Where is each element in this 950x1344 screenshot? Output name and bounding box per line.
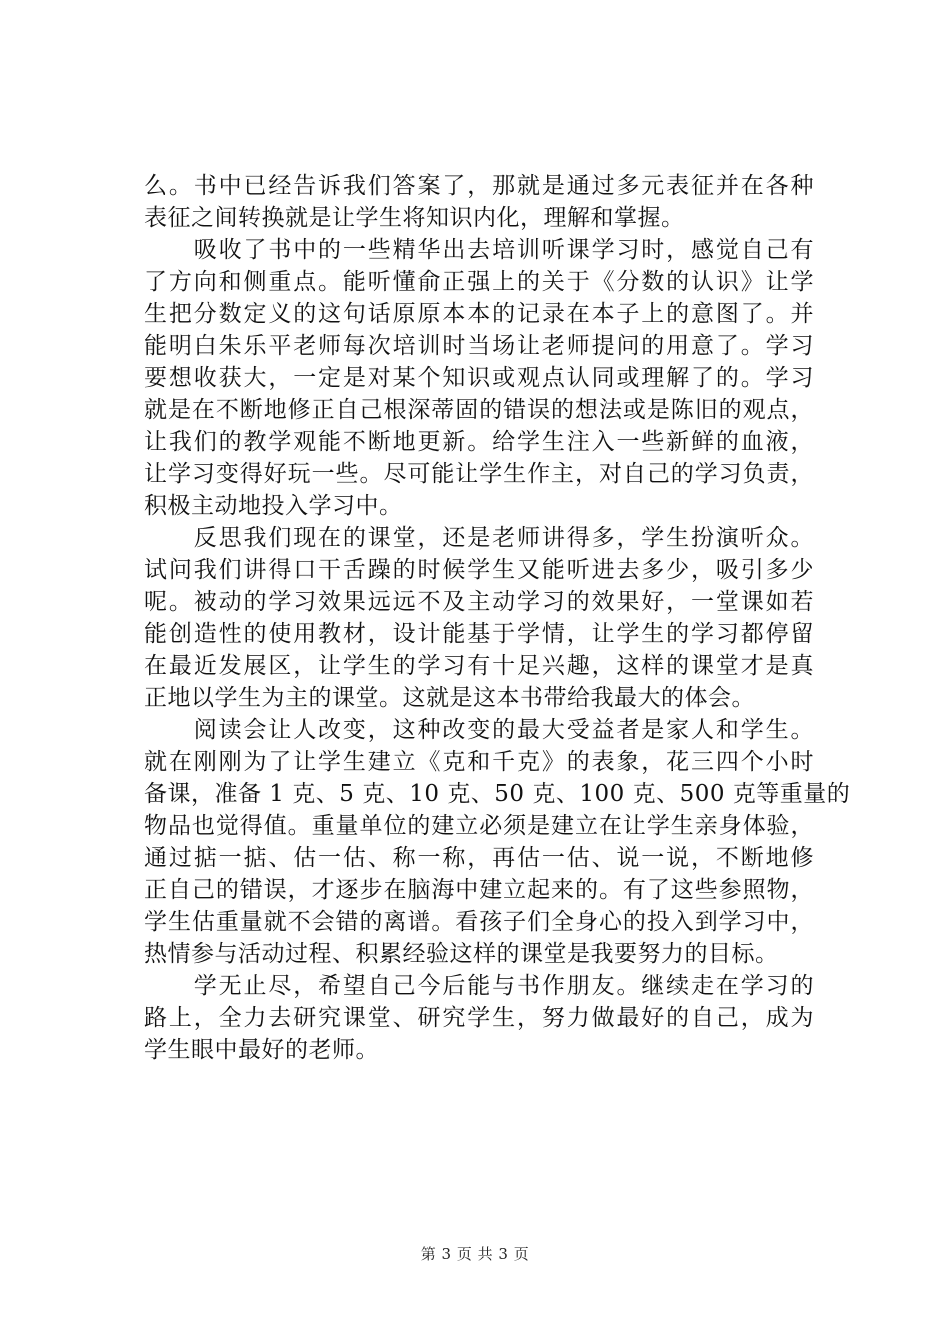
text-line: 学生眼中最好的老师。 bbox=[144, 1037, 379, 1063]
text-line: 吸收了书中的一些精华出去培训听课学习时，感觉自己有 bbox=[144, 237, 814, 263]
text-line: 反思我们现在的课堂，还是老师讲得多，学生扮演听众。 bbox=[144, 525, 814, 551]
text-line: 试问我们讲得口干舌躁的时候学生又能听进去多少，吸引多少 bbox=[144, 557, 814, 583]
text-line: 学无止尽，希望自己今后能与书作朋友。继续走在学习的 bbox=[144, 973, 814, 999]
text-line: 正地以学生为主的课堂。这就是这本书带给我最大的体会。 bbox=[144, 685, 755, 711]
text-line: 备课，准备 1 克、5 克、10 克、50 克、100 克、500 克等重量的 bbox=[144, 781, 851, 807]
text-line: 让学习变得好玩一些。尽可能让学生作主，对自己的学习负责， bbox=[144, 461, 814, 487]
text-line: 要想收获大，一定是对某个知识或观点认同或理解了的。学习 bbox=[144, 365, 814, 391]
text-line: 阅读会让人改变，这种改变的最大受益者是家人和学生。 bbox=[144, 717, 814, 743]
text-line: 正自己的错误，才逐步在脑海中建立起来的。有了这些参照物， bbox=[144, 877, 814, 903]
text-line: 让我们的教学观能不断地更新。给学生注入一些新鲜的血液， bbox=[144, 429, 814, 455]
page-footer: 第 3 页 共 3 页 bbox=[420, 1245, 530, 1263]
text-line: 呢。被动的学习效果远远不及主动学习的效果好，一堂课如若 bbox=[144, 589, 814, 615]
text-line: 能明白朱乐平老师每次培训时当场让老师提问的用意了。学习 bbox=[144, 333, 814, 359]
text-line: 就是在不断地修正自己根深蒂固的错误的想法或是陈旧的观点， bbox=[144, 397, 814, 423]
text-line: 积极主动地投入学习中。 bbox=[144, 493, 403, 519]
text-line: 表征之间转换就是让学生将知识内化，理解和掌握。 bbox=[144, 205, 685, 231]
text-line: 物品也觉得值。重量单位的建立必须是建立在让学生亲身体验， bbox=[144, 813, 814, 839]
text-line: 么。书中已经告诉我们答案了，那就是通过多元表征并在各种 bbox=[144, 173, 814, 199]
text-line: 热情参与活动过程、积累经验这样的课堂是我要努力的目标。 bbox=[144, 941, 779, 967]
text-line: 了方向和侧重点。能听懂俞正强上的关于《分数的认识》让学 bbox=[144, 269, 814, 295]
text-line: 学生估重量就不会错的离谱。看孩子们全身心的投入到学习中， bbox=[144, 909, 814, 935]
text-line: 能创造性的使用教材，设计能基于学情，让学生的学习都停留 bbox=[144, 621, 814, 647]
text-line: 路上，全力去研究课堂、研究学生，努力做最好的自己，成为 bbox=[144, 1005, 814, 1031]
text-line: 生把分数定义的这句话原原本本的记录在本子上的意图了。并 bbox=[144, 301, 814, 327]
text-line: 就在刚刚为了让学生建立《克和千克》的表象，花三四个小时 bbox=[144, 749, 814, 775]
text-line: 通过掂一掂、估一估、称一称，再估一估、说一说，不断地修 bbox=[144, 845, 814, 871]
text-line: 在最近发展区，让学生的学习有十足兴趣，这样的课堂才是真 bbox=[144, 653, 814, 679]
body-text bbox=[144, 170, 851, 1066]
